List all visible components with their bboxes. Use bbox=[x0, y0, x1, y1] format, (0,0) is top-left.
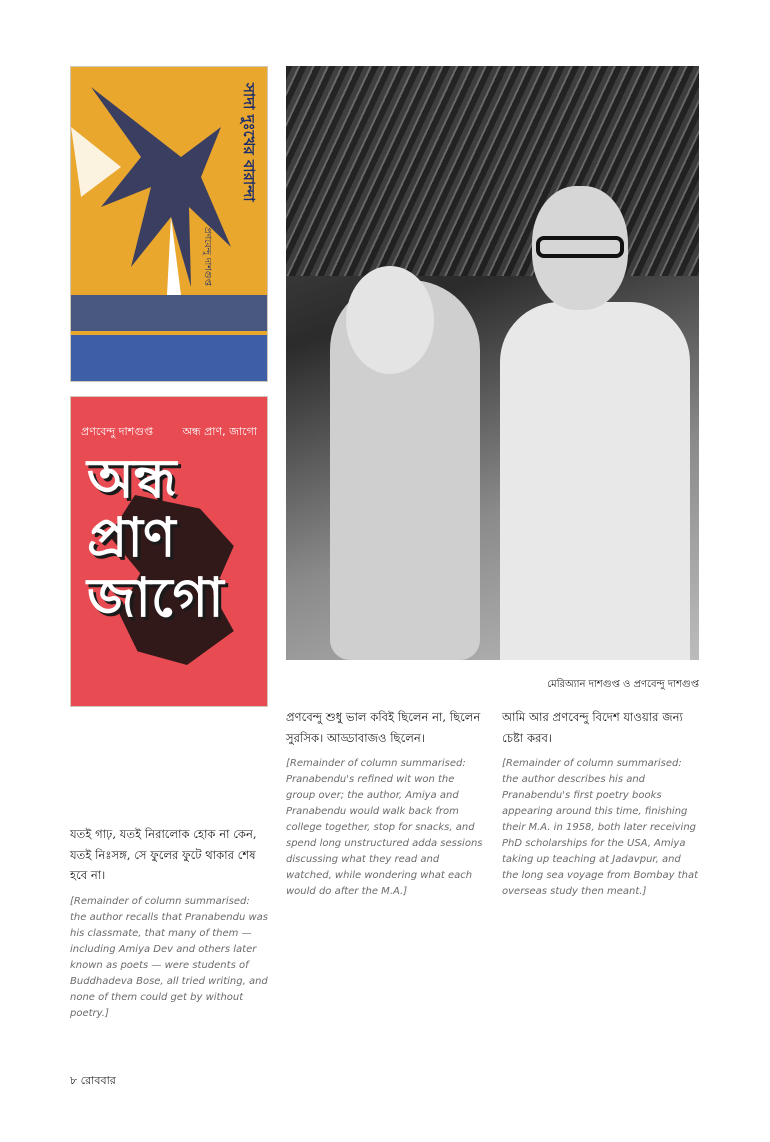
column-excerpt: প্রণবেন্দু শুধু ভাল কবিই ছিলেন না, ছিলেন সুরসিক। আড্ডাবাজও ছিলেন। bbox=[286, 710, 481, 745]
article-column-3 bbox=[502, 707, 700, 900]
cover-header bbox=[81, 423, 257, 442]
column-excerpt: যতই গাঢ়, যতই নিরালোক হোক না কেন, যতই নিঃসঙ্গ, সে ফুলের ফুটে থাকার শেষ হবে না। bbox=[70, 827, 257, 883]
cover-band-top bbox=[71, 295, 267, 331]
column-summary: [Remainder of column summarised: the author recalls that Pranabendu was his classmate, that many of them — including Amiya Dev and others later known as poets — were students of Buddhadeva Bose, all tried writing, and none of them could get by without poetry.] bbox=[70, 895, 268, 1019]
cover-title: সাদা দুঃখের বারান্দা bbox=[240, 83, 258, 202]
cover-small-title: অন্ধ প্রাণ, জাগো bbox=[182, 425, 257, 438]
cover-author: প্রণবেন্দু দাশগুপ্ত bbox=[202, 227, 212, 286]
column-summary: [Remainder of column summarised: Pranabendu's refined wit won the group over; the author, Amiya and Pranabendu would walk back from college together, stop for snacks, and spend long unstructured adda sessions discussing what they read and watched, while wondering what each would do after the M.A.] bbox=[286, 758, 483, 898]
cover-band-bottom bbox=[71, 335, 267, 381]
article-column-2 bbox=[286, 707, 484, 900]
book-cover-second bbox=[70, 396, 268, 707]
cover-author: প্রণবেন্দু দাশগুপ্ত bbox=[81, 425, 154, 438]
column-summary: [Remainder of column summarised: the author describes his and Pranabendu's first poetry books appearing around this time, finishing their M.A. in 1958, both later receiving PhD scholarships for the USA, Amiya taking up teaching at Jadavpur, and the long sea voyage from Bombay that overseas study then meant.] bbox=[502, 758, 699, 898]
photo-man-figure bbox=[500, 302, 690, 660]
page-footer: ৮ রোববার bbox=[70, 1074, 116, 1087]
article-column-1 bbox=[70, 824, 268, 1022]
photo-woman-face bbox=[346, 266, 434, 374]
column-excerpt: আমি আর প্রণবেন্দু বিদেশ যাওয়ার জন্য চেষ্টা করব। bbox=[502, 710, 683, 745]
book-cover-first bbox=[70, 66, 268, 382]
photo-caption: মেরিঅ্যান দাশগুপ্ত ও প্রণবেন্দু দাশগুপ্ত bbox=[547, 679, 699, 690]
portrait-photo bbox=[286, 66, 699, 660]
photo-glasses bbox=[536, 236, 624, 258]
photo-foliage bbox=[286, 66, 699, 276]
cover-title: অন্ধ প্রাণ জাগো bbox=[87, 447, 224, 629]
